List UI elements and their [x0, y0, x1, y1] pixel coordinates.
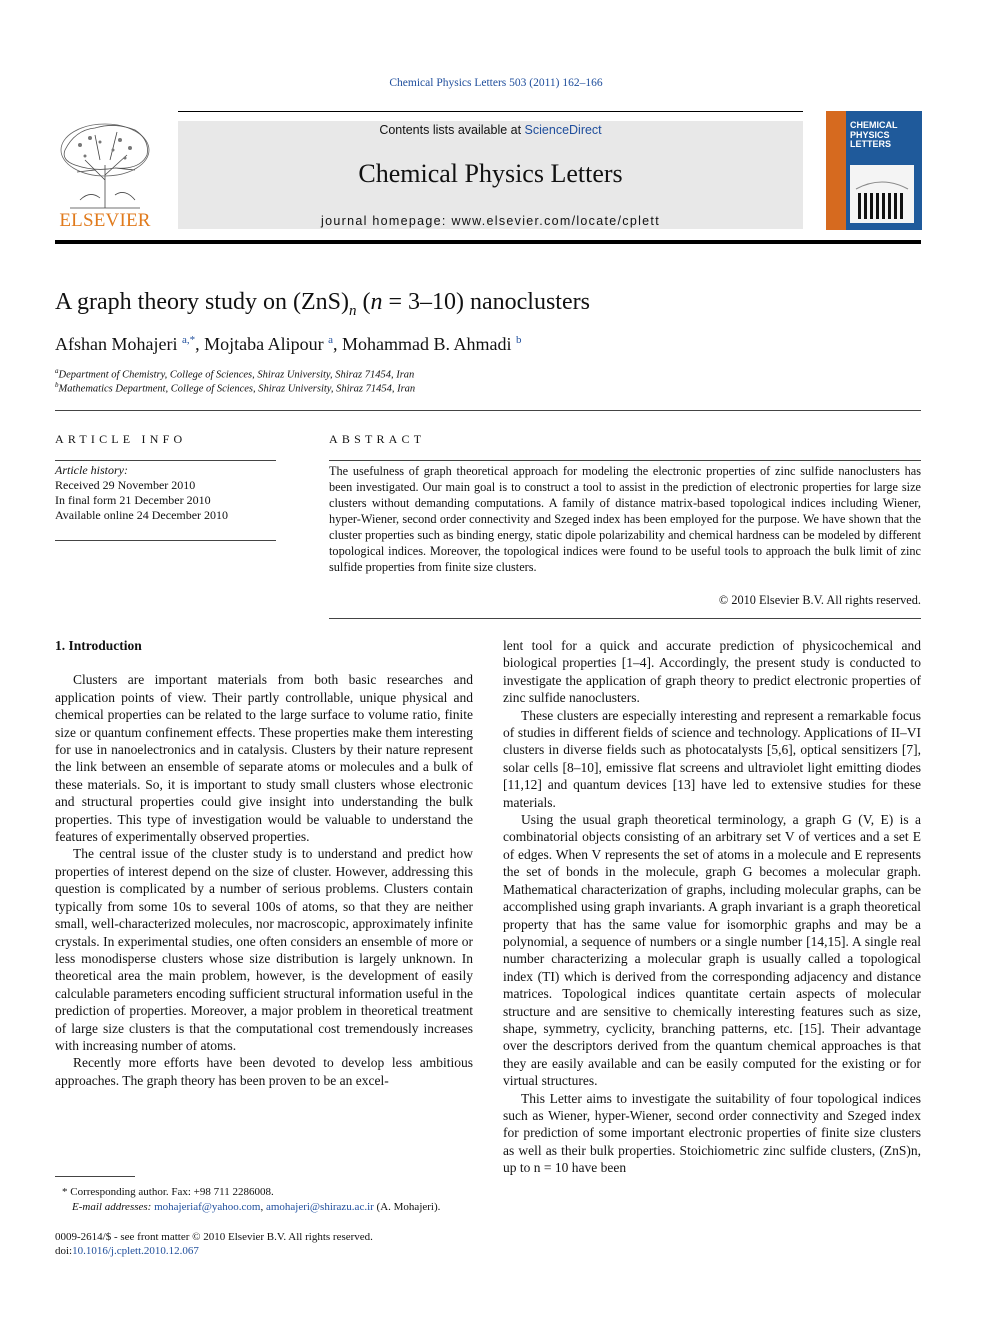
- email-link[interactable]: amohajeri@shirazu.ac.ir: [265, 1201, 374, 1213]
- affiliation-text: Mathematics Department, College of Sciences, Shiraz University, Shiraz 71454, Iran: [58, 383, 416, 395]
- elsevier-logo: [55, 120, 155, 232]
- paragraph: Using the usual graph theoretical terminology, a graph G (V, E) is a combinatorial objects consisting of an arbitrary set V of vertices and a set E of edges. When V represents the set of atoms in a molecule and E represents the set of bonds in the molecule, graph G becomes a molecular graph. Mathematical characterization of graphs, including molecular graphs, can be accomplished using graph invariants. A graph invariant is a graph theoretical property that has the same value for isomorphic graphs and may be a polynomial, a sequence of numbers or a single number [14,15]. A single real number characterizing a molecular graph is usually called a topological index (TI) which is derived from the corresponding adjacency and distance matrices. Topological indices quantitate certain aspects of molecular structure and are sensitive to chemically interesting features such as size, shape, symmetry, cyclicity, branching patterns, etc. [15]. Their advantage over the descriptors derived from the quantum chemical approaches is that they are easily available and can be easily computed for the existing or for virtual structures.: [503, 812, 921, 1089]
- sciencedirect-link[interactable]: ScienceDirect: [524, 123, 602, 137]
- title-text: (: [356, 289, 371, 315]
- abstract-heading: ABSTRACT: [329, 432, 426, 446]
- elsevier-wordmark: ELSEVIER: [59, 210, 151, 231]
- cover-title-line: CHEMICAL: [850, 120, 898, 130]
- received-date: Received 29 November 2010: [55, 478, 196, 492]
- abstract-rule: [329, 460, 921, 461]
- author-affiliation-marker[interactable]: a,*: [181, 334, 196, 346]
- article-title: [55, 289, 590, 320]
- abstract-text: The usefulness of graph theoretical approach for modeling the electronic properties of zinc sulfide nanoclusters has been investigated. Our main goal is to construct a tool to assist in the prediction of electronic properties for large size clusters without demanding computations. A family of distance matrix-based topological indices including Wiener, hyper-Wiener, second order connectivity and Szeged index has been employed for the purpose. We have shown that the cluster properties such as binding energy, static dipole polarizability and chemical hardness can be modeled by different topological indices. Moreover, the topological indices were found to be useful tools to approach the bulk limit of zinc sulfide properties from finite size clusters.: [329, 464, 921, 574]
- final-form-date: In final form 21 December 2010: [55, 493, 211, 507]
- cover-title-line: PHYSICS: [850, 129, 890, 140]
- email-line: [72, 1201, 440, 1213]
- email-separator: ,: [260, 1201, 266, 1213]
- affiliation-marker: a: [55, 367, 59, 375]
- author-name: Mohammad B. Ahmadi: [342, 334, 512, 354]
- online-date: Available online 24 December 2010: [55, 508, 229, 522]
- title-subscript: n: [348, 302, 357, 319]
- corresponding-author-note: * Corresponding author. Fax: +98 711 2286008.: [62, 1186, 274, 1198]
- article-info-bottom-rule: [55, 540, 276, 541]
- title-variable: n: [370, 289, 383, 315]
- doi-label: doi:: [55, 1245, 73, 1257]
- affiliation-text: Department of Chemistry, College of Sciences, Shiraz University, Shiraz 71454, Iran: [58, 369, 415, 381]
- affiliation: [55, 367, 414, 381]
- author-name: Mojtaba Alipour: [204, 334, 324, 354]
- section-heading: 1. Introduction: [55, 638, 142, 653]
- author-name: Afshan Mohajeri: [55, 334, 178, 354]
- title-text: A graph theory study on (ZnS): [55, 289, 349, 315]
- journal-homepage[interactable]: journal homepage: www.elsevier.com/locate/cplett: [321, 214, 660, 228]
- cover-stripe: [826, 111, 846, 230]
- footnote-rule: [55, 1176, 135, 1177]
- author-affiliation-marker[interactable]: a: [328, 334, 333, 346]
- affiliation: [55, 381, 415, 395]
- cover-picture: [850, 165, 914, 223]
- paragraph: Clusters are important materials from both basic researches and application points of view. Their partly controllable, unique physical and chemical properties can be related to the large surface to volume ratio, finite size or quantum confinement effects. These properties make them interesting for use in nanoelectronics and in catalysis. Clusters by their nature represent the link between an ensemble of separate atoms or molecules and a bulk of these materials. So, it is important to study small clusters whose electronic and structural properties could give insight into understanding the bulk properties. This type of investigation would be valuable to understand the features of experimentally observed properties.: [55, 672, 473, 845]
- front-matter: 0009-2614/$ - see front matter © 2010 Elsevier B.V. All rights reserved.: [55, 1231, 373, 1243]
- journal-cover-image: [826, 111, 922, 230]
- cover-graphic: [850, 165, 914, 223]
- paragraph: These clusters are especially interesting and represent a remarkable focus of studies in different fields of science and technology. Applications of II–VI clusters in diverse fields such as photocatalysts [5,6], optical sensitizers [7], solar cells [8–10], emissive flat screens and ultraviolet light emitting diodes [11,12] and quantum devices [13] have led to extensive studies for these materials.: [503, 707, 921, 810]
- email-label: E-mail addresses:: [72, 1201, 155, 1213]
- affiliation-rule: [55, 410, 921, 411]
- history-label: Article history:: [55, 463, 128, 477]
- paragraph: This Letter aims to investigate the suitability of four topological indices such as Wiener, hyper-Wiener, second order connectivity and Szeged index for prediction of some important electronic properties of finite size clusters as well as their bulk properties. Stoichiometric zinc sulfide clusters, (ZnS)n, up to n = 10 have been: [503, 1090, 921, 1176]
- paragraph: lent tool for a quick and accurate prediction of physicochemical and biological properties [1–4]. Accordingly, the present study is conducted to investigate the application of graph theory to predict electronic properties of zinc sulfide nanoclusters.: [503, 638, 921, 706]
- article-history: [55, 463, 228, 523]
- abstract-bottom-rule: [329, 618, 921, 619]
- body-left-column: [55, 637, 473, 1089]
- article-info-heading: ARTICLE INFO: [55, 432, 187, 446]
- doi-link[interactable]: 10.1016/j.cplett.2010.12.067: [72, 1245, 199, 1257]
- contents-line: [178, 123, 803, 137]
- paragraph: Recently more efforts have been devoted to develop less ambitious approaches. The graph theory has been proven to be an excel-: [55, 1055, 473, 1088]
- copyright-notice: © 2010 Elsevier B.V. All rights reserved.: [718, 593, 921, 607]
- body-right-column: [503, 637, 921, 1177]
- masthead-thick-rule: [55, 240, 921, 244]
- doi-line: [55, 1245, 199, 1257]
- contents-prefix: Contents lists available at: [379, 123, 525, 137]
- journal-masthead: [178, 121, 803, 229]
- cover-title-line: LETTERS: [850, 139, 892, 149]
- affiliation-marker: b: [55, 381, 59, 389]
- title-text: = 3–10) nanoclusters: [382, 289, 590, 315]
- top-rule: [178, 111, 803, 112]
- journal-name: Chemical Physics Letters: [358, 159, 623, 188]
- author-affiliation-marker[interactable]: b: [516, 334, 522, 346]
- journal-reference[interactable]: Chemical Physics Letters 503 (2011) 162–166: [389, 77, 603, 89]
- author-list: Afshan Mohajeri $^{a,*}$, Mojtaba Alipour $^a$, Mohammad B. Ahmadi $^b$: [55, 334, 522, 354]
- article-info-rule: [55, 460, 276, 461]
- email-link[interactable]: mohajeriaf@yahoo.com: [154, 1201, 261, 1213]
- paragraph: The central issue of the cluster study is to understand and predict how properties of interest depend on the size of cluster. However, addressing this question is complicated by a number of serious problems. Clusters contain typically from some 10s to several 100s of atoms, so that they are neither small, well-characterized molecules, nor macroscopic, approximately infinite crystals. In experimental studies, one often considers an ensemble of more or less monodisperse clusters whose size distribution is largely unknown. In theoretical area the main problem, however, is the development of easily calculable parameters encoding sufficient structural information useful in the prediction of properties. Moreover, a major problem in theoretical treatment of large size clusters is that the computational cost tremendously increases with increasing number of atoms.: [55, 846, 473, 1053]
- email-suffix: (A. Mohajeri).: [373, 1201, 441, 1213]
- cover-title: [850, 121, 898, 150]
- elsevier-tree-icon: [55, 120, 155, 212]
